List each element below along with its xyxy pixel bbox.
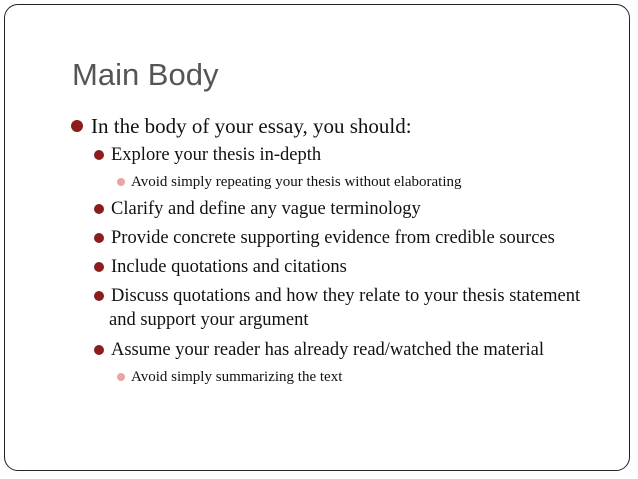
bullet-level-1 [91,114,412,139]
bullet-level-2 [111,199,421,220]
bullet-continuation-text: and support your argument [109,310,309,330]
bullet-text: In the body of your essay, you should: [91,114,412,138]
bullet-level-2 [111,340,544,361]
bullet-text: Discuss quotations and how they relate to your thesis statement [111,286,581,306]
bullet-level-2 [111,228,555,249]
bullet-dot-icon [94,291,104,301]
bullet-dot-icon [94,233,104,243]
bullet-dot-icon [94,345,104,355]
slide-title: Main Body [72,57,219,92]
bullet-text: Provide concrete supporting evidence from credible sources [111,228,555,248]
bullet-text: Include quotations and citations [111,257,347,277]
bullet-dot-icon [117,373,125,381]
bullet-level-2 [111,145,321,166]
bullet-dot-icon [117,178,125,186]
bullet-level-2 [111,257,347,278]
bullet-text: Avoid simply repeating your thesis without elaborating [131,174,462,190]
bullet-text: Avoid simply summarizing the text [131,369,343,385]
bullet-list [5,5,631,472]
bullet-dot-icon [94,262,104,272]
slide [4,4,630,471]
bullet-dot-icon [94,204,104,214]
bullet-text: Clarify and define any vague terminology [111,199,421,219]
bullet-text: Explore your thesis in-depth [111,145,322,165]
bullet-text: Assume your reader has already read/watched the material [111,340,545,360]
bullet-level-3 [131,369,342,386]
bullet-level-3 [131,174,462,191]
bullet-level-2 [111,286,580,307]
bullet-dot-icon [94,150,104,160]
bullet-dot-icon [71,120,83,132]
